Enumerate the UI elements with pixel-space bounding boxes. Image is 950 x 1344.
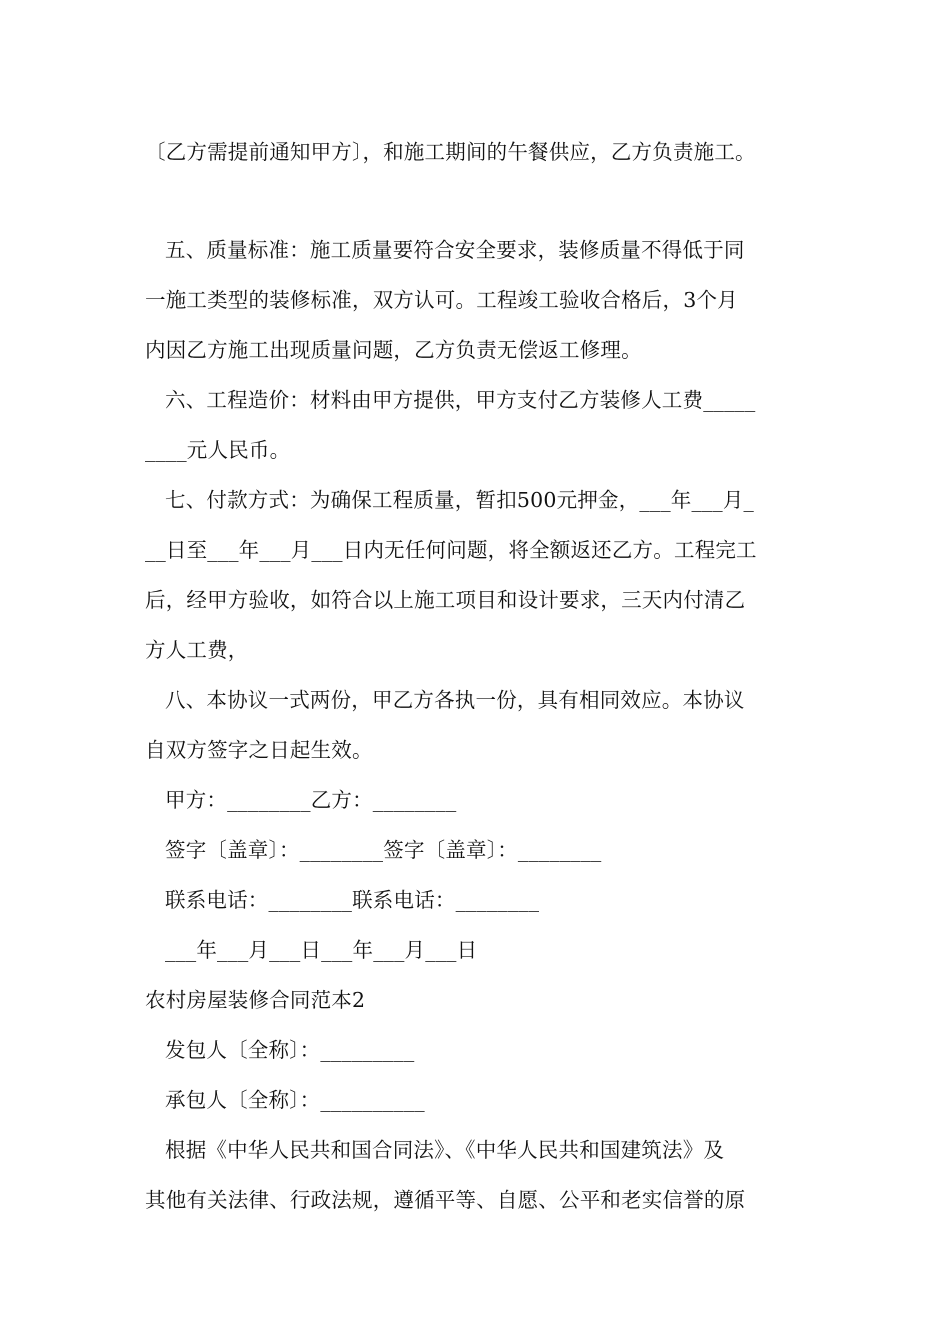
contractor-name-line: 承包人〔全称〕：__________ bbox=[165, 1088, 425, 1112]
signature-seal-line: 签字〔盖章〕：________签字〔盖章〕：________ bbox=[165, 838, 602, 862]
employer-name-line: 发包人〔全称〕：_________ bbox=[165, 1038, 415, 1062]
clause-seven-line-2: __日至___年___月___日内无任何问题，将全额返还乙方。工程完工 bbox=[145, 538, 757, 562]
clause-six-line-1: 六、工程造价：材料由甲方提供，甲方支付乙方装修人工费_____ bbox=[165, 388, 756, 412]
clause-eight-line-1: 八、本协议一式两份，甲乙方各执一份，具有相同效应。本协议 bbox=[165, 688, 745, 712]
signature-date-line: ___年___月___日___年___月___日 bbox=[165, 938, 478, 962]
clause-eight-line-2: 自双方签字之日起生效。 bbox=[145, 738, 373, 762]
legal-basis-line-2: 其他有关法律、行政法规，遵循平等、自愿、公平和老实信誉的原 bbox=[145, 1188, 746, 1212]
clause-seven-line-4: 方人工费， bbox=[145, 638, 249, 662]
legal-basis-line-1: 根据《中华人民共和国合同法》、《中华人民共和国建筑法》及 bbox=[165, 1138, 725, 1162]
clause-seven-line-3: 后，经甲方验收，如符合以上施工项目和设计要求，三天内付清乙 bbox=[145, 588, 746, 612]
clause-five-line-3: 内因乙方施工出现质量问题，乙方负责无偿返工修理。 bbox=[145, 338, 642, 362]
clause-seven-line-1: 七、付款方式：为确保工程质量，暂扣500元押金，___年___月_ bbox=[165, 488, 754, 512]
clause-four-continuation: 〔乙方需提前通知甲方〕，和施工期间的午餐供应，乙方负责施工。 bbox=[145, 140, 756, 164]
signature-phone-line: 联系电话：________联系电话：________ bbox=[165, 888, 540, 912]
clause-five-line-2: 一施工类型的装修标准，双方认可。工程竣工验收合格后，3个月 bbox=[145, 288, 738, 312]
clause-five-line-1: 五、质量标准：施工质量要符合安全要求，装修质量不得低于同 bbox=[165, 238, 745, 262]
section-heading: 农村房屋装修合同范本2 bbox=[145, 988, 366, 1012]
signature-parties-line: 甲方：________乙方：________ bbox=[165, 788, 457, 812]
clause-six-line-2: ____元人民币。 bbox=[145, 438, 291, 462]
